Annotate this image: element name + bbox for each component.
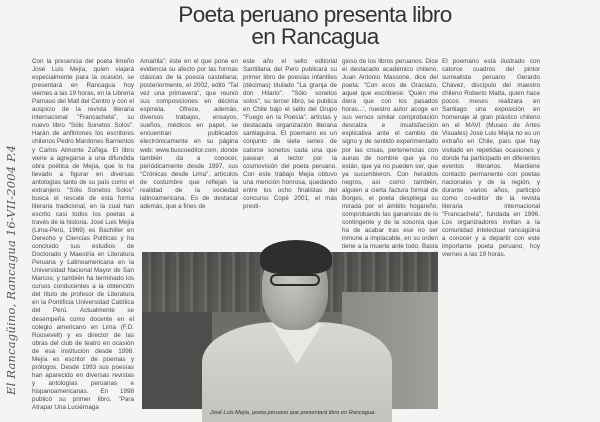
author-photo [142,252,438,409]
article-headline [150,4,480,48]
article-column-3 [243,58,337,250]
column-5-text: El poemario está ilustrado con catorce cuadros del pintor surrealista peruano Gerardo Chávez, discípulo del maestro chileno Roberto Matta, quien hace pocos meses realizara en Santiago una exposición en homenaje al gran plástico chileno en el MAVI (Museo de Artes Visuales) José Luis Mejía no es un extraño en Chile, país que hay visitado en repetidas ocasiones y donde ha participado en diferentes eventos literarios. Mantiene contacto permanente con poetas nacionales y de la región, y durante varios años, participó como co-editor de la revista literaria internacional "Francachela", fundada en 1996. Los organizadores invitan a la comunidad intelectual rancagüina a conocer y a departir con este importante poeta peruano, hoy viernes a las 19 horas. [442,58,540,259]
column-2-text: Amarilla"; éste en el que pone en evidencia su afecto por las formas clásicas de la poesía castellana; posteriormente, el 2002, editó "Tal vez una primavera", que reunió sus composiciones en décima espinela. Ofrece, además, diversos trabajos, ensayos, sueños, médicos en papel, se encuentran publicados electrónicamente en su página web: www.buscoeditor.com, donde también da a conocer, periódicamente desde 1997, sus "Crónicas desde Lima", artículos de costumbre que reflejan la realidad de la sociedad latinoamericana. Es de destacar además, que a fines de [140,58,238,210]
column-1-text: Con la presencia del poeta limeño José Luis Mejía, quien viajará especialmente para la ocasión, se presentará en Rancagua hoy viernes a las 19 horas, en la Librería Parnaso del Mall del Centro y con el auspicio de la revista literaria internacional "Francachela", su nuevo libro "Sólo Sonetos Solos". Harán de anfitriones los escritores chilenos Pedro Mardones Barrientos y Carlos Almonte Zúñiga. El libro viene a agregarse a una difundida obra poética de Mejía, que lo ha llevado a figurar en diversas antologías tanto de su país como el extranjero. "Sólo Sonetos Solos" busca el rescate de esta forma literaria tradicional, en la cual han escrito casi todos los poetas a través de la historia. José Luis Mejía (Lima-Perú, 1969) es Bachiller en Derecho y Ciencias Políticas y ha concluido sus estudios de Doctorado y Maestría en Literatura Peruana y Latinoamericana en la Universidad Nacional Mayor de San Marcos; y también ha terminado los cursos conducentes a la obtención del título de profesor de Literatura en la Pontificia Universidad Católica del Perú. Actualmente se desempeña como docente en el colegio americano en Lima (F.D. Roosevelt) y es director de las obras del club de teatro en ocasión de esa institución desde 1998. Mejía es escritor de poemas y prólogos. Desde 1993 sus poesías han aparecido en diversas revistas y antologías peruanas e hispanoamericanas. En 1998 publicó su primer libro, "Para Atrapar Una Luciérnaga [32,58,134,412]
article-column-2 [140,58,238,250]
handwritten-margin-note: El Rancagüino, Rancagua 16-VII-2004 P.4 [4,144,18,395]
column-3-text: este año el sello editorial Santillana del Perú publicará su primer libro de poesías infantiles (décimas) titulado "La granja de don Hilario". "Sólo sonetos solos", su tercer libro, se publica en Chile bajo el sello del Grupo "Fuego en la Poesía", artistas y destacada organización literaria santiaguina. El poemario es un conjunto de siete series de catorce sonetos cada una que pasean al lector por la cosmovisión del poeta peruano. Con este trabajo Mejía obtuvo una mención honrosa, quedando entre los ocho finalistas del concurso Copé 2001, el más presti- [243,58,337,210]
article-column-5 [442,58,540,259]
headline-line-1: Poeta peruano presenta libro [178,2,452,27]
photo-caption: José Luis Mejía, poeta peruano que presentará libro en Rancagua. [210,410,376,416]
headline-line-2: en Rancagua [251,24,379,49]
article-column-1 [32,58,134,420]
column-4-text: gioso de los libros peruanos. Dice el destacado académico chileno, Juan Antonio Massone, dice del poeta: "Con ecos de Graciazo, aquel que escribiese: 'Quién me diera que con los pasados horas...', nuestro autor acoge en sus versos similar comprobación descalza e insatisfacción explicativa ante el cambio de signo y de sentido experimentado por las cosas, pertenencias con aunas de nombre que ya no están, que ya no pueden ser, que ya sucumbieron. Con heraldos negros, así como también, alguien a cierta factura formal de Borges, el poeta despliega su mirada por el ámbito hogareño, comprobando las ganancias de lo contingente y de la sosonía que ha de acabar tras ese no ser inmune a implacable, en su orden tiene a la muerte ante todo. Basta [342,58,438,251]
